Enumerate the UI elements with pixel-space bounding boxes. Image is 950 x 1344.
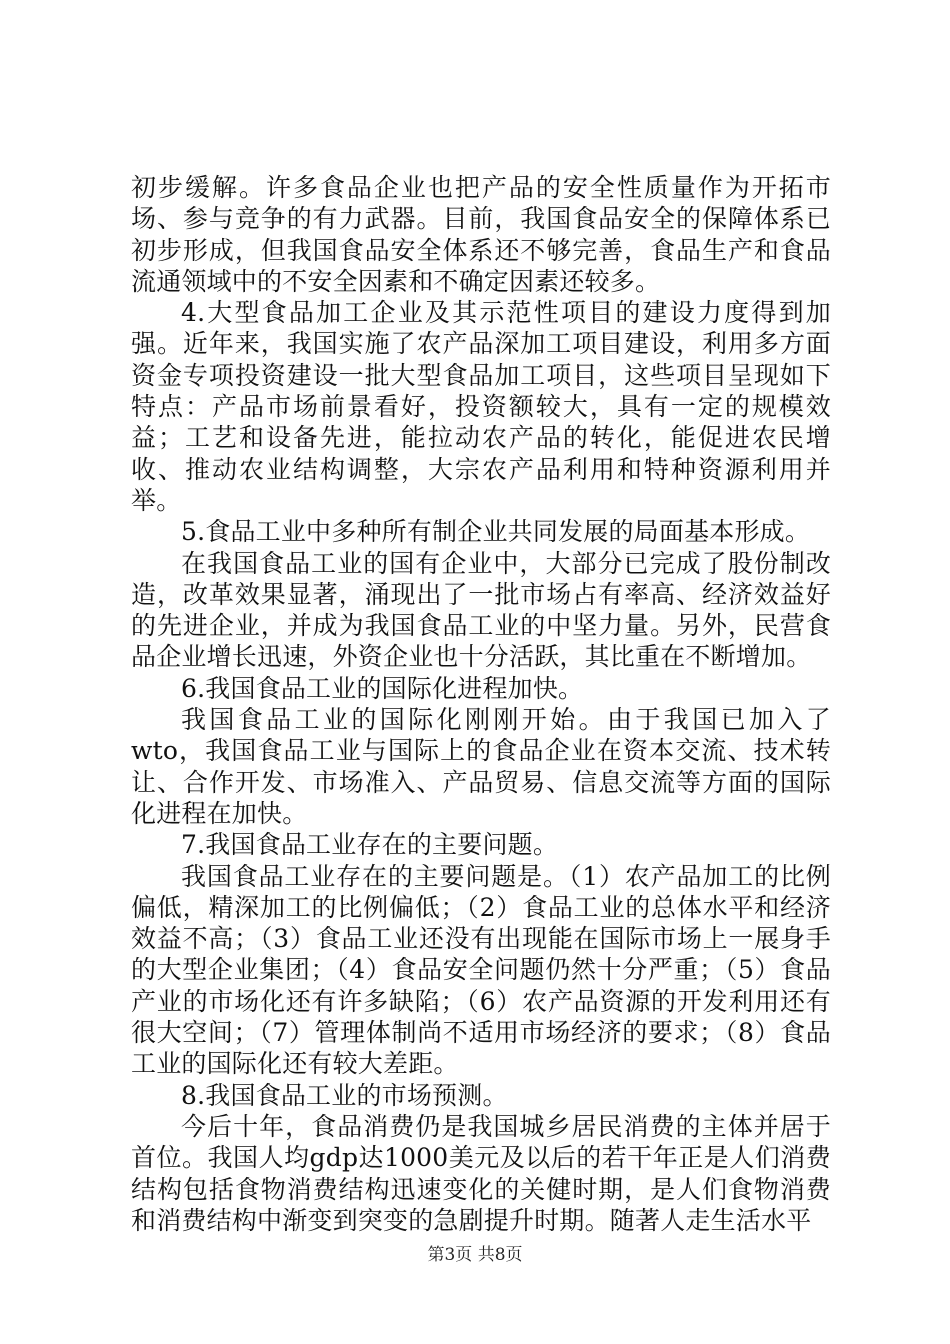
page-footer: 第3页 共8页 (427, 1245, 523, 1265)
paragraph-8: 我国食品工业存在的主要问题是。（1）农产品加工的比例偏低，精深加工的比例偏低；（2）食品工业的总体水平和经济效益不高；（3）食品工业还没有出现能在国际市场上一展身手的大型企业集团；（4）食品安全问题仍然十分严重；（5）食品产业的市场化还有许多缺陷；（6）农产品资源的开发利用还有很大空间；（7）管理体制尚不适用市场经济的要求；（8）食品工业的国际化还有较大差距。 (131, 861, 831, 1079)
document-body (131, 172, 831, 1236)
paragraph-1: 初步缓解。许多食品企业也把产品的安全性质量作为开拓市场、参与竞争的有力武器。目前，我国食品安全的保障体系已初步形成，但我国食品安全体系还不够完善，食品生产和食品流通领域中的不安全因素和不确定因素还较多。 (131, 173, 831, 296)
paragraph-3-heading: 5.食品工业中多种所有制企业共同发展的局面基本形成。 (181, 517, 811, 547)
paragraph-4: 在我国食品工业的国有企业中，大部分已完成了股份制改造，改革效果显著，涌现出了一批市场占有率高、经济效益好的先进企业，并成为我国食品工业的中坚力量。另外，民营食品企业增长迅速，外资企业也十分活跃，其比重在不断增加。 (131, 548, 831, 672)
paragraph-7-heading: 7.我国食品工业存在的主要问题。 (181, 830, 559, 860)
paragraph-5-heading: 6.我国食品工业的国际化进程加快。 (181, 673, 584, 703)
paragraph-10: 今后十年，食品消费仍是我国城乡居民消费的主体并居于首位。我国人均gdp达1000美元及以后的若干年正是人们消费结构包括食物消费结构迅速变化的关健时期，是人们食物消费和消费结构中渐变到突变的急剧提升时期。随著人走生活水平 (131, 1111, 831, 1235)
paragraph-9-heading: 8.我国食品工业的市场预测。 (181, 1080, 508, 1110)
paragraph-2: 4.大型食品加工企业及其示范性项目的建设力度得到加强。近年来，我国实施了农产品深加工项目建设，利用多方面资金专项投资建设一批大型食品加工项目，这些项目呈现如下特点：产品市场前景看好，投资额较大，具有一定的规模效益；工艺和设备先进，能拉动农产品的转化，能促进农民增收、推动农业结构调整，大宗农产品利用和特种资源利用并举。 (131, 298, 831, 515)
paragraph-6: 我国食品工业的国际化刚刚开始。由于我国已加入了wto，我国食品工业与国际上的食品企业在资本交流、技术转让、合作开发、市场准入、产品贸易、信息交流等方面的国际化进程在加快。 (131, 705, 831, 828)
